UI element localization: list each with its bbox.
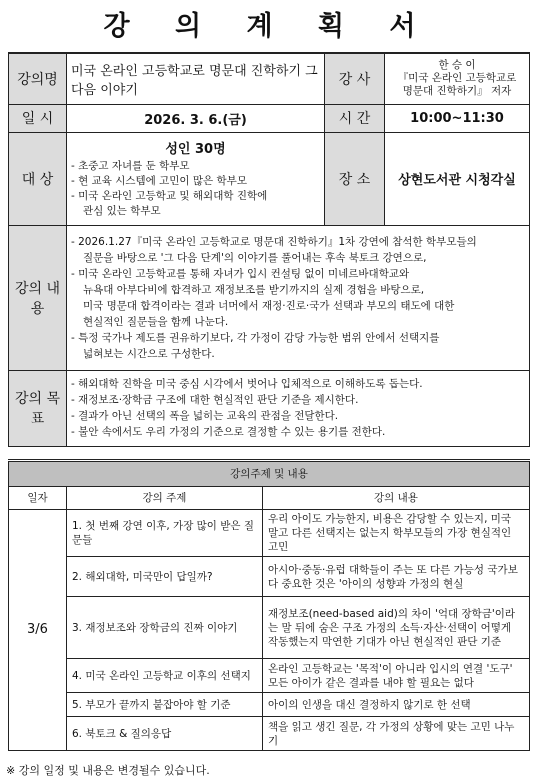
target-item: 관심 있는 학부모 [83, 205, 161, 217]
info-table [8, 52, 530, 447]
instructor-cell [385, 53, 530, 104]
target-label: 대 상 [9, 132, 67, 225]
topic-cell: 4. 미국 온라인 고등학교 이후의 선택지 [67, 659, 263, 693]
instructor-name: 한 승 이 [438, 59, 476, 72]
content-cell: 우리 아이도 가능한지, 비용은 감당할 수 있는지, 미국 말고 다른 선택지는 없는지 학부모들의 가장 현실적인 고민 [263, 510, 530, 557]
content-label: 강의 내용 [9, 225, 67, 370]
table-row [9, 717, 530, 751]
time-label: 시 간 [325, 104, 385, 132]
table-row [9, 693, 530, 717]
col-content-header: 강의 내용 [263, 487, 530, 510]
footnote: ※ 강의 일정 및 내용은 변경될수 있습니다. [6, 764, 210, 777]
instructor-book-2: 명문대 진학하기』 저자 [402, 85, 512, 98]
target-item: - 현 교육 시스템에 고민이 많은 학부모 [71, 175, 247, 187]
lecture-name-label: 강의명 [9, 53, 67, 104]
table-row [9, 510, 530, 557]
goal-line: - 결과가 아닌 선택의 폭을 넓히는 교육의 관점을 전달한다. [71, 410, 339, 422]
topic-cell: 5. 부모가 끝까지 붙잡아야 할 기준 [67, 693, 263, 717]
goal-cell [67, 370, 530, 446]
content-line: - 특정 국가나 제도를 권유하기보다, 각 가정이 감당 가능한 범위 안에서 선택지를 [71, 331, 440, 344]
goal-line: - 해외대학 진학을 미국 중심 시각에서 벗어나 입체적으로 이해하도록 돕는다. [71, 378, 423, 390]
schedule-table [8, 459, 530, 751]
content-line: 뉴욕대 아부다비에 합격하고 재정보조를 받기까지의 실제 경험을 바탕으로, [83, 283, 425, 296]
content-line: 질문을 바탕으로 '그 다음 단계'의 이야기를 풀어내는 후속 북토크 강연으로, [83, 251, 427, 264]
target-item: - 미국 온라인 고등학교 및 해외대학 진학에 [71, 190, 268, 202]
content-line: 미국 명문대 합격이라는 결과 너머에서 재정·진로·국가 선택과 부모의 태도에 대한 [83, 299, 455, 312]
instructor-book: 『미국 온라인 고등학교로 [397, 72, 517, 85]
content-cell: 온라인 고등학교는 '목적'이 아니라 입시의 연결 '도구' 모든 아이가 같은 결과를 내야 할 필요는 없다 [263, 659, 530, 693]
date-value: 2026. 3. 6.(금) [67, 104, 325, 132]
col-topic-header: 강의 주제 [67, 487, 263, 510]
goal-label: 강의 목표 [9, 370, 67, 446]
table-row [9, 557, 530, 597]
table-row [9, 659, 530, 693]
topic-cell: 3. 재정보조와 장학금의 진짜 이야기 [67, 597, 263, 659]
content-cell: 책을 읽고 생긴 질문, 각 가정의 상황에 맞는 고민 나누기 [263, 717, 530, 751]
goal-line: - 불안 속에서도 우리 가정의 기준으로 결정할 수 있는 용기를 전한다. [71, 426, 386, 438]
schedule-section-title: 강의주제 및 내용 [9, 461, 530, 487]
target-count: 성인 30명 [165, 142, 226, 157]
topic-cell: 2. 해외대학, 미국만이 답일까? [67, 557, 263, 597]
content-cell: 아시아·중동·유럽 대학들이 주는 또 다른 가능성 국가보다 중요한 것은 '아이의 성향과 가정의 현실 [263, 557, 530, 597]
target-item: - 초중고 자녀를 둔 학부모 [71, 160, 190, 172]
table-row [9, 597, 530, 659]
lecture-name-value: 미국 온라인 고등학교로 명문대 진학하기 그 다음 이야기 [67, 53, 325, 104]
target-cell [67, 132, 325, 225]
place-value: 상현도서관 시청각실 [385, 132, 530, 225]
place-label: 장 소 [325, 132, 385, 225]
time-value: 10:00~11:30 [385, 104, 530, 132]
content-cell: 재정보조(need-based aid)의 차이 '억대 장학금'이라는 말 뒤에 숨은 구조 가정의 소득·자산·선택이 어떻게 작동했는지 막연한 기대가 아닌 현실적인 판단 기준 [263, 597, 530, 659]
instructor-label: 강 사 [325, 53, 385, 104]
goal-line: - 재정보조·장학금 구조에 대한 현실적인 판단 기준을 제시한다. [71, 394, 359, 406]
content-cell [67, 225, 530, 370]
schedule-date: 3/6 [9, 510, 67, 751]
col-date-header: 일자 [9, 487, 67, 510]
content-line: 넓혀보는 시간으로 구성한다. [83, 347, 215, 360]
date-label: 일 시 [9, 104, 67, 132]
content-line: 현실적인 질문들을 함께 나눈다. [83, 315, 229, 328]
content-line: - 미국 온라인 고등학교를 통해 자녀가 입시 컨설팅 없이 미네르바대학교와 [71, 267, 410, 280]
topic-cell: 1. 첫 번째 강연 이후, 가장 많이 받은 질문들 [67, 510, 263, 557]
content-cell: 아이의 인생을 대신 결정하지 않기로 한 선택 [263, 693, 530, 717]
topic-cell: 6. 북토크 & 질의응답 [67, 717, 263, 751]
content-line: - 2026.1.27『미국 온라인 고등학교로 명문대 진학하기』1차 강연에 참석한 학부모들의 [71, 235, 477, 248]
page-title: 강 의 계 획 서 [103, 11, 434, 42]
